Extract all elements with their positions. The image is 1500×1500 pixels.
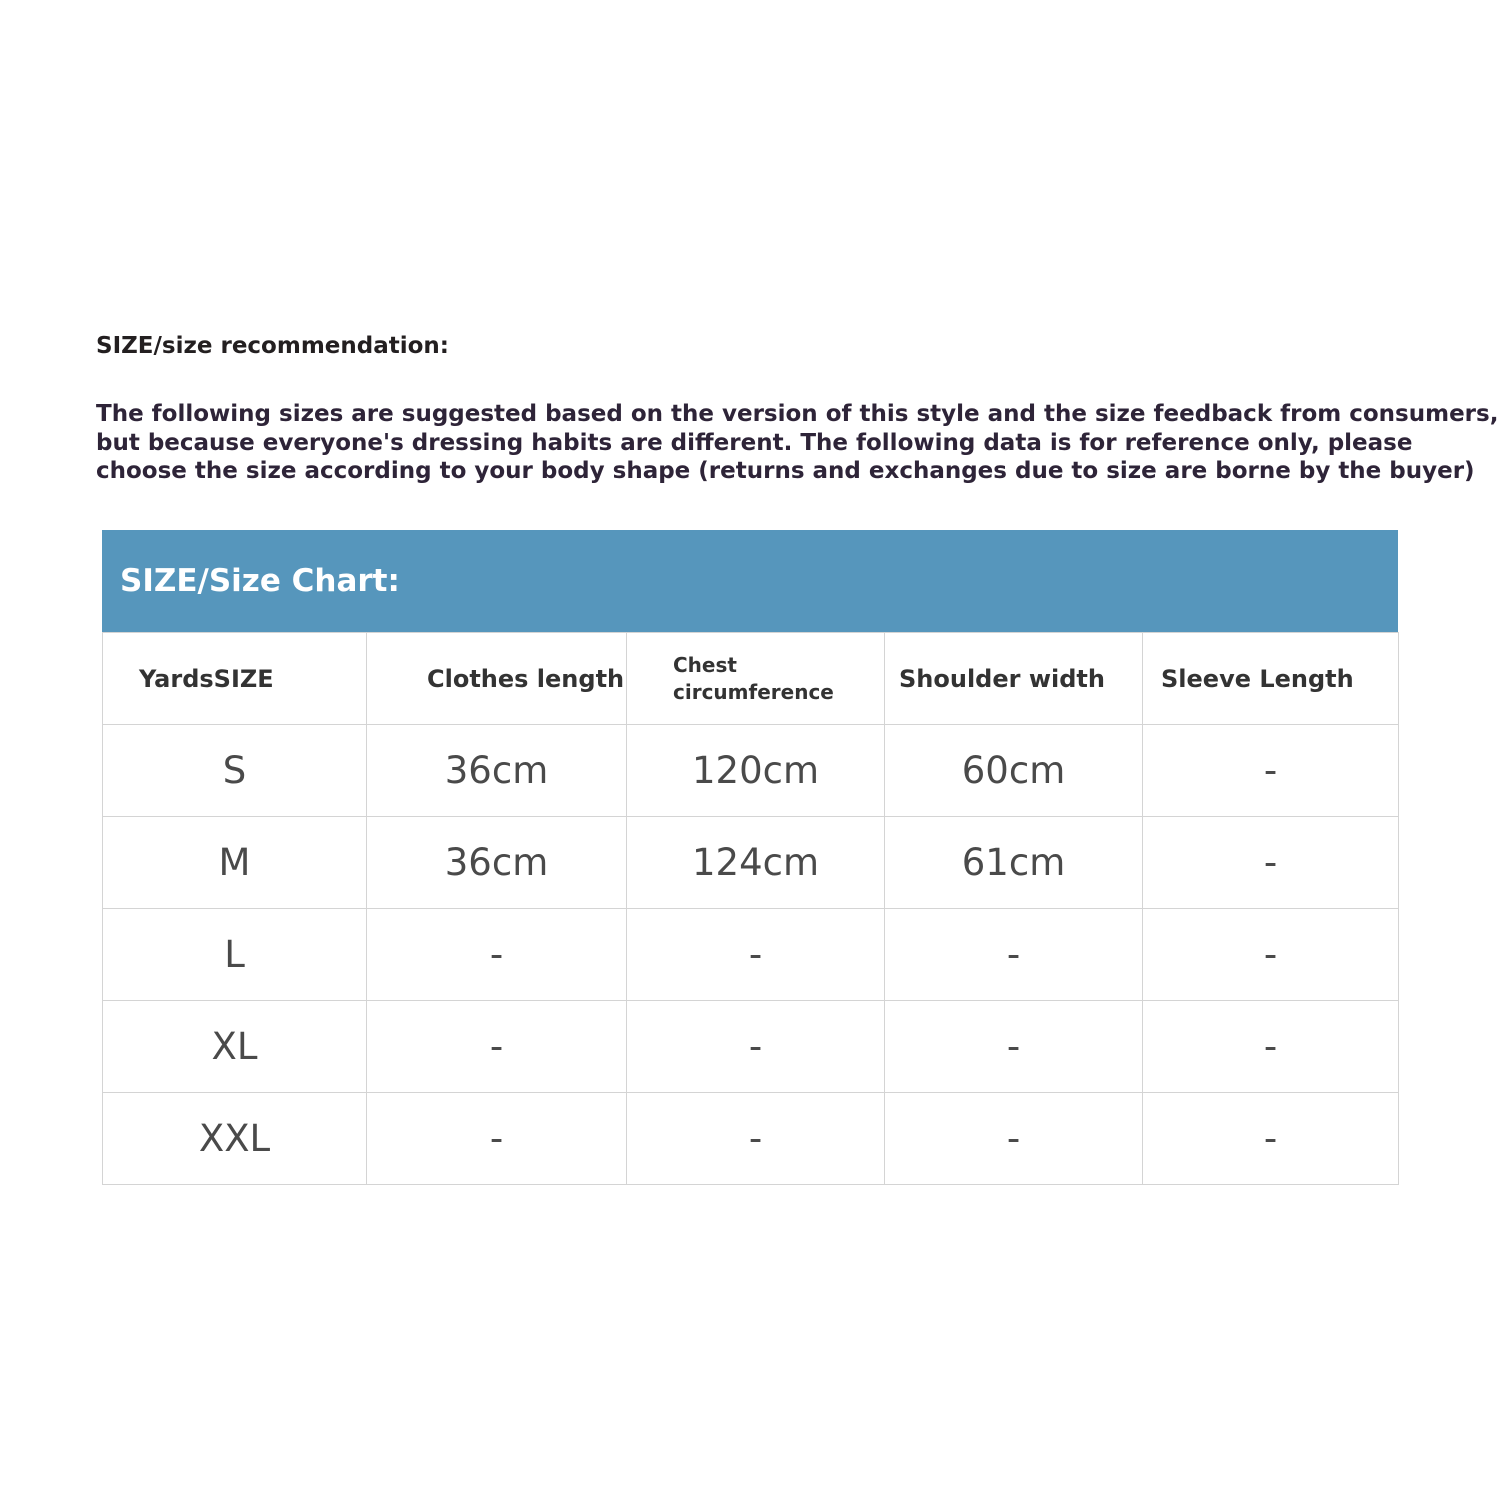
table-row [103, 725, 1399, 817]
measurement-cell: - [627, 1001, 885, 1093]
measurement-cell: - [885, 909, 1143, 1001]
recommendation-line: The following sizes are suggested based on the version of this style and the size feedback from consumers, [96, 401, 1499, 427]
table-header-row [103, 633, 1399, 725]
size-label-cell: XXL [103, 1093, 367, 1185]
measurement-cell: - [367, 1093, 627, 1185]
measurement-cell: - [1143, 1093, 1399, 1185]
chest-header-line: circumference [673, 679, 834, 704]
table-row [103, 1001, 1399, 1093]
measurement-cell: 36cm [367, 725, 627, 817]
table-row [103, 1093, 1399, 1185]
column-header-size: YardsSIZE [103, 633, 367, 725]
recommendation-title: SIZE/size recommendation: [96, 333, 449, 359]
size-label-cell: L [103, 909, 367, 1001]
column-header-shoulder-width: Shoulder width [885, 633, 1143, 725]
measurement-cell: - [1143, 817, 1399, 909]
column-header-chest [627, 633, 885, 725]
measurement-cell: - [627, 1093, 885, 1185]
measurement-cell: - [885, 1093, 1143, 1185]
measurement-cell: - [1143, 909, 1399, 1001]
size-label-cell: M [103, 817, 367, 909]
size-label-cell: S [103, 725, 367, 817]
measurement-cell: - [627, 909, 885, 1001]
measurement-cell: - [885, 1001, 1143, 1093]
table-row [103, 909, 1399, 1001]
column-header-clothes-length: Clothes length [367, 633, 627, 725]
measurement-cell: - [367, 909, 627, 1001]
measurement-cell: 36cm [367, 817, 627, 909]
measurement-cell: 124cm [627, 817, 885, 909]
measurement-cell: 61cm [885, 817, 1143, 909]
size-label-cell: XL [103, 1001, 367, 1093]
measurement-cell: 120cm [627, 725, 885, 817]
measurement-cell: - [1143, 725, 1399, 817]
measurement-cell: - [1143, 1001, 1399, 1093]
size-chart-title: SIZE/Size Chart: [102, 530, 1398, 632]
recommendation-text [96, 400, 1499, 486]
size-table [102, 632, 1399, 1185]
table-row [103, 817, 1399, 909]
chest-header-line: Chest [673, 652, 737, 677]
recommendation-line: but because everyone's dressing habits are different. The following data is for reference only, please [96, 429, 1413, 456]
measurement-cell: 60cm [885, 725, 1143, 817]
size-chart [102, 530, 1398, 1185]
recommendation-line: choose the size according to your body shape (returns and exchanges due to size are borne by the buyer) [96, 458, 1475, 484]
measurement-cell: - [367, 1001, 627, 1093]
column-header-sleeve-length: Sleeve Length [1143, 633, 1399, 725]
